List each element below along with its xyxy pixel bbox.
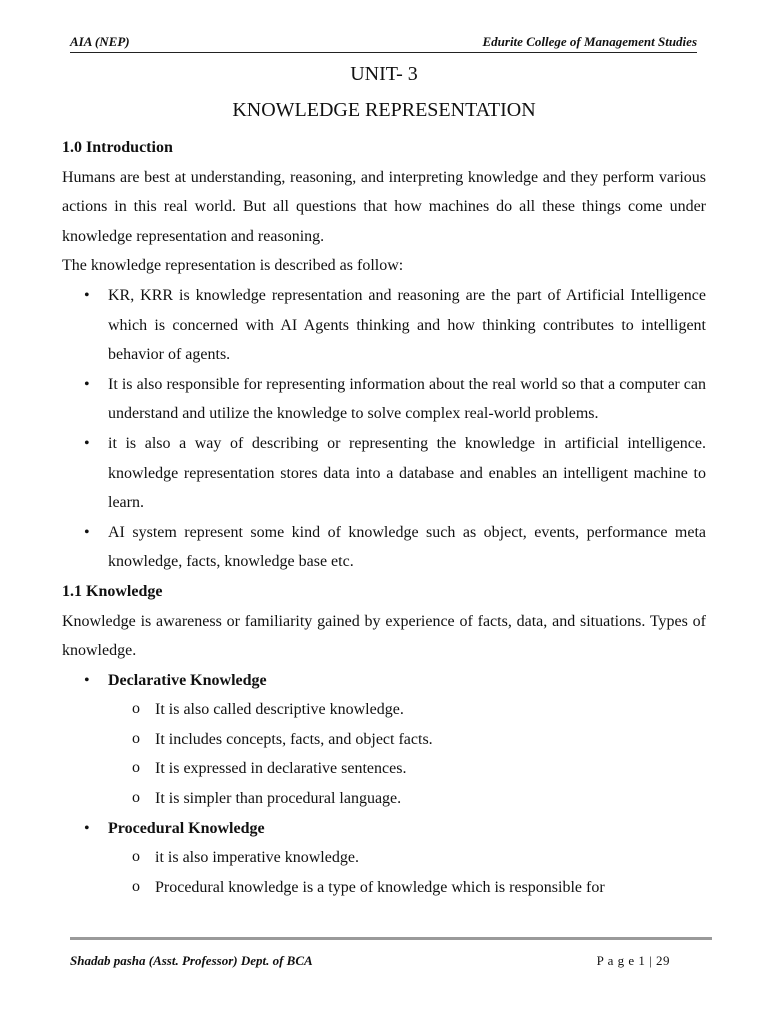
list-item: • KR, KRR is knowledge representation and reasoning are the part of Artificial Intelligence which is concerned with AI Agents thinking and how thinking contributes to intelligent behavior of agents. [62,281,706,370]
list-item: o It includes concepts, facts, and object facts. [62,725,706,755]
section-heading-introduction: 1.0 Introduction [62,139,173,156]
knowledge-paragraph: Knowledge is awareness or familiarity gained by experience of facts, data, and situations. Types of knowledge. [62,612,706,660]
page-header [70,34,697,53]
declarative-sub-list [62,695,706,813]
procedural-heading: Procedural Knowledge [108,819,265,837]
list-item-declarative [62,666,706,696]
page-number: P a g e 1 | 29 [596,953,670,968]
list-item: o Procedural knowledge is a type of knowledge which is responsible for [62,873,706,903]
header-college: Edurite College of Management Studies [482,34,697,49]
page-title: KNOWLEDGE REPRESENTATION [232,99,536,121]
list-item: • it is also a way of describing or representing the knowledge in artificial intelligence. knowledge representation stores data into a database and enables an intelligent machine to learn. [62,429,706,518]
footer-author: Shadab pasha (Asst. Professor) Dept. of BCA [70,953,313,968]
footer-divider [70,937,712,940]
knowledge-types-list-2 [62,814,706,844]
list-item: • AI system represent some kind of knowledge such as object, events, performance meta knowledge, facts, knowledge base etc. [62,518,706,577]
list-item: o it is also imperative knowledge. [62,843,706,873]
unit-title: UNIT- 3 [350,63,418,85]
list-item: • It is also responsible for representing information about the real world so that a computer can understand and utilize the knowledge to solve complex real-world problems. [62,370,706,429]
procedural-sub-list [62,843,706,902]
introduction-bullet-list [62,281,706,577]
knowledge-types-list [62,666,706,696]
document-body [62,133,706,902]
header-course: AIA (NEP) [70,34,130,49]
list-item: o It is also called descriptive knowledge. [62,695,706,725]
introduction-paragraph: Humans are best at understanding, reasoning, and interpreting knowledge and they perform various actions in this real world. But all questions that how machines do all these things come under knowledge representation and reasoning. [62,168,706,245]
page-footer [70,953,670,969]
list-item: o It is expressed in declarative sentences. [62,754,706,784]
section-heading-knowledge: 1.1 Knowledge [62,582,163,600]
list-item: o It is simpler than procedural language. [62,784,706,814]
list-item-procedural [62,814,706,844]
introduction-lead: The knowledge representation is described as follow: [62,257,404,275]
declarative-heading: Declarative Knowledge [108,671,267,689]
